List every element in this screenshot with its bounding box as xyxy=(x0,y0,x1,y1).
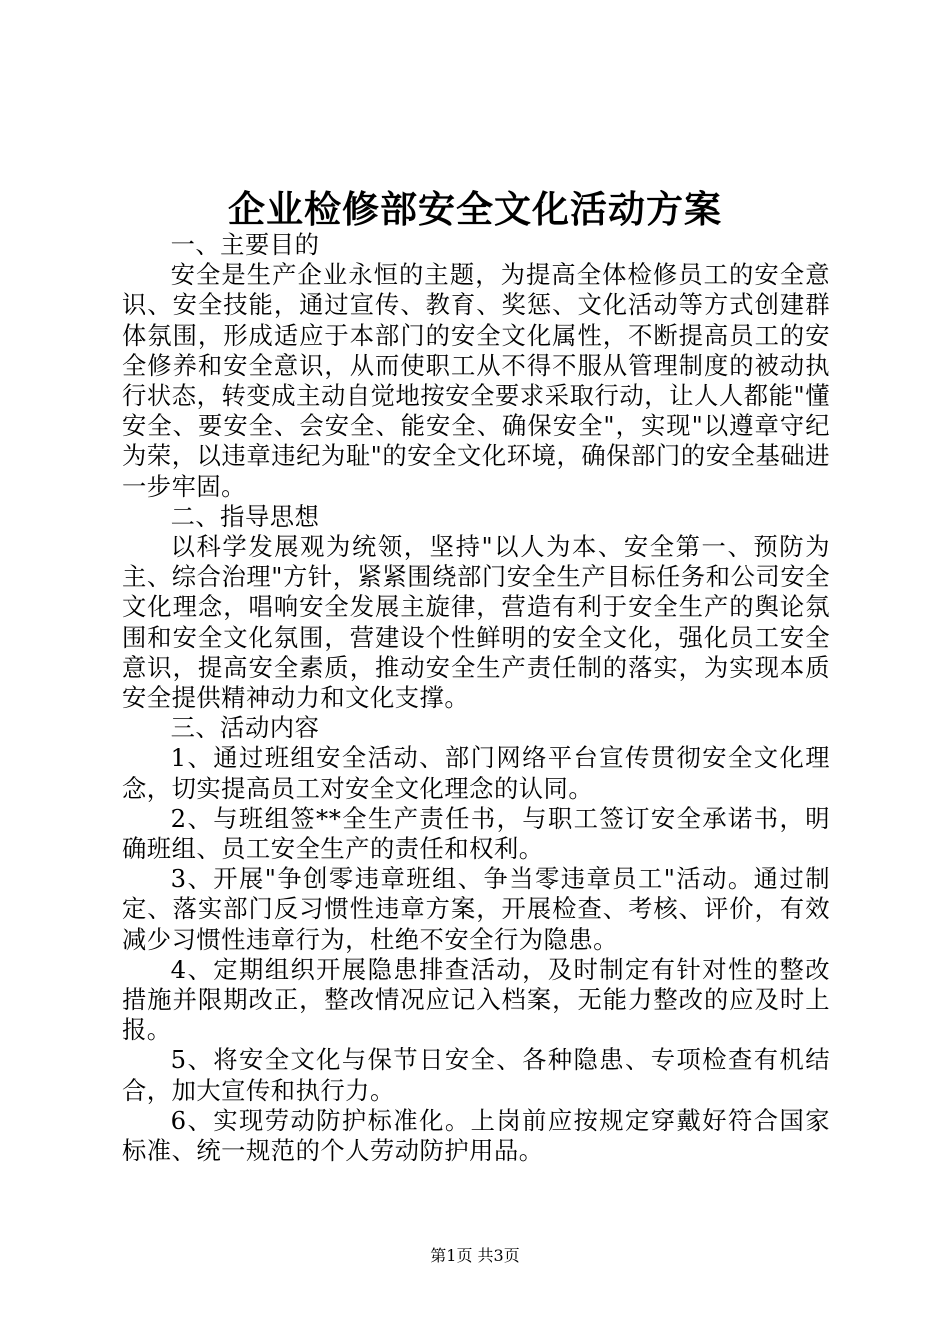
list-item-5: 5、将安全文化与保节日安全、各种隐患、专项检查有机结合，加大宣传和执行力。 xyxy=(122,1045,830,1105)
paragraph-guiding-thought: 以科学发展观为统领，坚持"以人为本、安全第一、预防为主、综合治理"方针，紧紧围绕部门安全生产目标任务和公司安全文化理念，唱响安全发展主旋律，营造有利于安全生产的舆论氛围和安全文化氛围，营建设个性鲜明的安全文化，强化员工安全意识，提高安全素质，推动安全生产责任制的落实，为实现本质安全提供精神动力和文化支撑。 xyxy=(122,532,830,713)
document-title: 企业检修部安全文化活动方案 xyxy=(228,187,722,231)
paragraph-purpose: 安全是生产企业永恒的主题，为提高全体检修员工的安全意识、安全技能，通过宣传、教育、奖惩、文化活动等方式创建群体氛围，形成适应于本部门的安全文化属性，不断提高员工的安全修养和安全意识，从而使职工从不得不服从管理制度的被动执行状态，转变成主动自觉地按安全要求采取行动，让人人都能"懂安全、要安全、会安全、能安全、确保安全"，实现"以遵章守纪为荣，以违章违纪为耻"的安全文化环境，确保部门的安全基础进一步牢固。 xyxy=(122,260,830,501)
page-footer: 第1页 共3页 xyxy=(430,1246,520,1265)
document-body xyxy=(122,230,830,1166)
section-heading-3: 三、活动内容 xyxy=(170,713,320,743)
list-item-6: 6、实现劳动防护标准化。上岗前应按规定穿戴好符合国家标准、统一规范的个人劳动防护用品。 xyxy=(122,1105,830,1166)
list-item-4: 4、定期组织开展隐患排查活动，及时制定有针对性的整改措施并限期改正，整改情况应记入档案，无能力整改的应及时上报。 xyxy=(122,954,830,1045)
list-item-2: 2、与班组签**全生产责任书，与职工签订安全承诺书，明确班组、员工安全生产的责任和权利。 xyxy=(122,803,830,864)
section-heading-1: 一、主要目的 xyxy=(170,230,320,259)
list-item-1: 1、通过班组安全活动、部门网络平台宣传贯彻安全文化理念，切实提高员工对安全文化理念的认同。 xyxy=(122,743,830,803)
section-heading-2: 二、指导思想 xyxy=(170,501,320,531)
list-item-3: 3、开展"争创零违章班组、争当零违章员工"活动。通过制定、落实部门反习惯性违章方案，开展检查、考核、评价，有效减少习惯性违章行为，杜绝不安全行为隐患。 xyxy=(122,864,830,954)
